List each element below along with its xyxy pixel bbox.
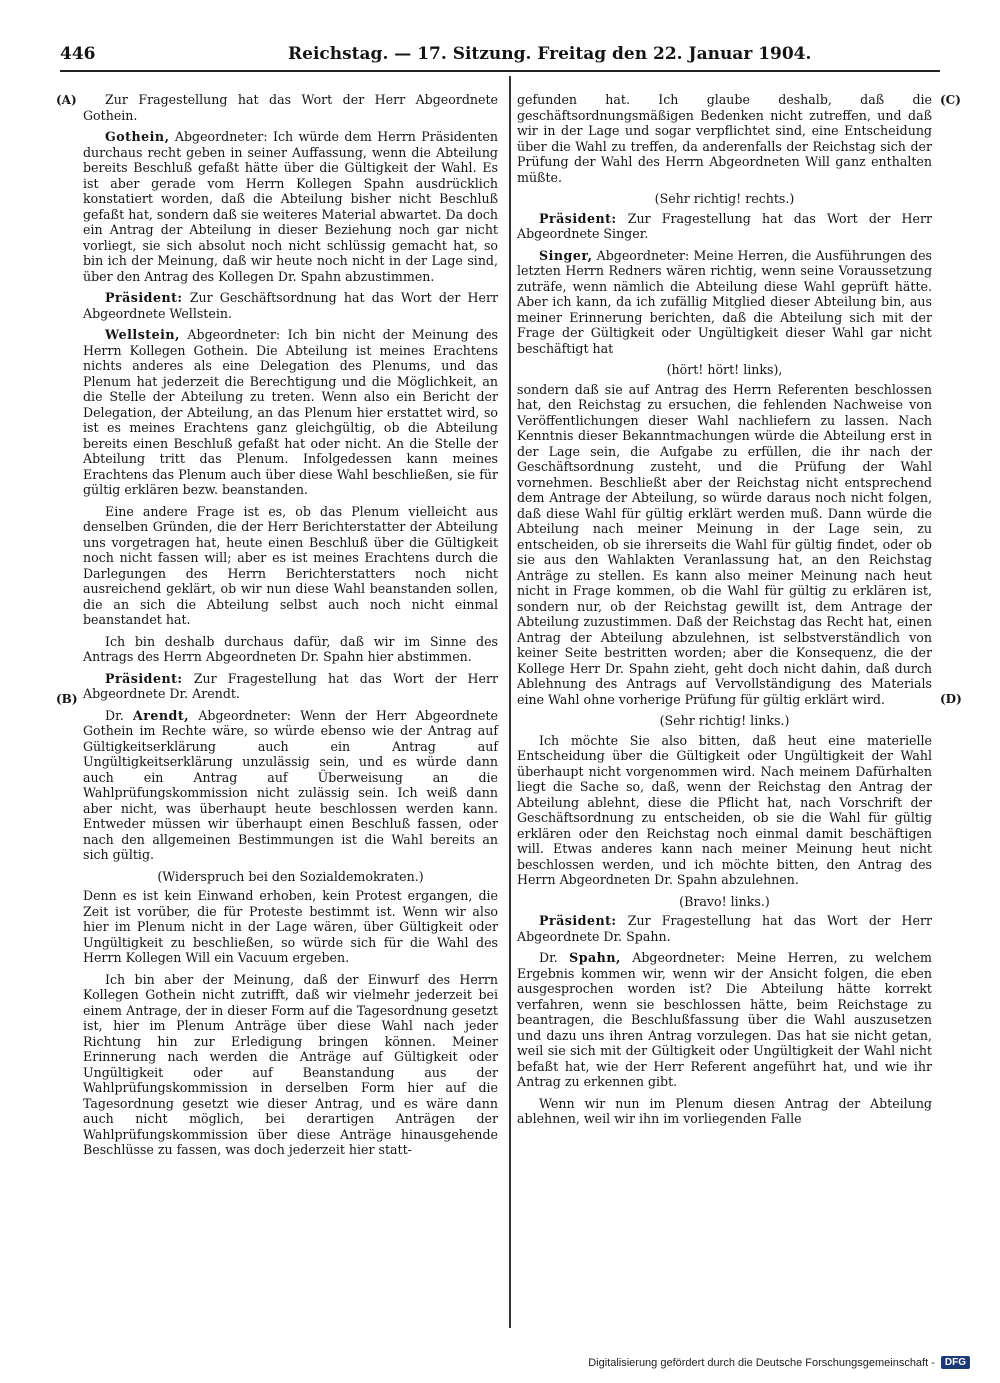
speech-spahn: Dr. Spahn, Abgeordneter: Meine Herren, zu welchem Ergebnis kommen wir, wenn wir der Ansicht folgen, die eben ausgesprochen worden ist? Die Abteilung hätte korrekt verfahren, wenn sie beschlossen hätte, beim Reichstage zu beantragen, die Beschlußfassung über die Wahl auszusetzen und dazu uns ihren Antrag vorzulegen. Das hat sie nicht getan, weil sie sich mit der Gültigkeit oder Ungültigkeit der Wahl nicht befaßt hat, wie der Herr Referent angeführt hat, und wie ihr Antrag zu erkennen gibt. xyxy=(517,950,932,1089)
speech-singer: Singer, Abgeordneter: Meine Herren, die Ausführungen des letzten Herrn Redners wären richtig, wenn seine Voraussetzung zuträfe, wenn nämlich die Abteilung diese Wahl geprüft hätte. Aber ich kann, da ich zufällig Mitglied dieser Abteilung bin, aus meiner Erinnerung berichten, daß die Abteilung sich mit der Frage der Gültigkeit oder Ungültigkeit dieser Wahl gar nicht beschäftigt hat xyxy=(517,247,932,356)
right-column xyxy=(517,92,932,1133)
paragraph: Ich bin deshalb durchaus dafür, daß wir im Sinne des Antrags des Herrn Abgeordneten Dr. Spahn hier abstimmen. xyxy=(83,633,498,664)
speech-arendt: Dr. Arendt, Abgeordneter: Wenn der Herr Abgeordnete Gothein im Rechte wäre, so würde ebenso wie der Antrag auf Gültigkeitserklärung auch ein Antrag auf Ungültigkeitserklärung unzulässig sein, und es würde dann auch ein Antrag auf Überweisung an die Wahlprüfungskommission nicht zulässig sein. Ich weiß dann aber nicht, was überhaupt heute beschlossen werden kann. Entweder müssen wir überhaupt einen Beschluß fassen, oder nach den allgemeinen Bestimmungen ist die Wahl bereits an sich gültig. xyxy=(83,707,498,862)
speaker-name: Gothein, xyxy=(105,129,170,144)
speaker-name: Präsident: xyxy=(105,670,183,686)
speaker-name: Präsident: xyxy=(105,290,183,305)
speaker-name: Spahn, xyxy=(569,950,621,965)
paragraph: Ich bin aber der Meinung, daß der Einwurf des Herrn Kollegen Gothein nicht zutrifft, daß wir vielmehr jederzeit bei einem Antrage, der in dieser Form auf die Tagesordnung gesetzt ist, hier im Plenum Anträge über diese Wahl nach jeder Richtung hin zur Erledigung bringen können. Meiner Erinnerung nach werden die Anträge auf Gültigkeit oder Ungültigkeit oder auf Beanstandung aus der Wahlprüfungskommission in derselben Form hier auf die Tagesordnung gesetzt wie dieser Antrag, und es wäre dann auch nicht möglich, bei derartigen Anträgen der Wahlprüfungskommission über diese Anträge hinausgehende Beschlüsse zu fassen, was doch jederzeit hier statt- xyxy=(83,971,498,1157)
margin-mark-c: (C) xyxy=(940,93,961,107)
running-title: Reichstag. — 17. Sitzung. Freitag den 22. Januar 1904. xyxy=(288,44,812,64)
margin-mark-d: (D) xyxy=(940,692,962,706)
paragraph: Zur Fragestellung hat das Wort der Herr Abgeordnete Gothein. xyxy=(83,92,498,123)
speech-president: Präsident: Zur Fragestellung hat das Wort der Herr Abgeordnete Singer. xyxy=(517,210,932,241)
digitization-footer xyxy=(588,1356,970,1369)
paragraph: Eine andere Frage ist es, ob das Plenum vielleicht aus denselben Gründen, die der Herr Berichterstatter der Abteilung uns vorgetragen hat, heute einen Beschluß über die Gültigkeit noch nicht fassen will; aber es ist meines Erachtens durch die Darlegungen des Herrn Berichterstatters noch nicht ausreichend geklärt, ob wir nun diese Wahl beanstanden sollen, die an sich die Abteilung selbst auch noch nicht einmal beanstandet hat. xyxy=(83,503,498,627)
speaker-name: Präsident: xyxy=(539,913,617,928)
interjection: (Widerspruch bei den Sozialdemokraten.) xyxy=(157,868,424,884)
speech-wellstein: Wellstein, Abgeordneter: Ich bin nicht der Meinung des Herrn Kollegen Gothein. Die Abteilung ist meines Erachtens nichts anderes als eine Delegation des Plenums, und das Plenum hat jederzeit die Berechtigung und die Möglichkeit, an die Stelle der Abteilung zu treten. Wenn also ein Bericht der Delegation, der Abteilung, an das Plenum hier erstattet wird, so ist es meines Erachtens ganz gleichgültig, ob die Abteilung bereits einen Beschluß gefaßt hat oder nicht. An die Stelle der Abteilung tritt das Plenum. Infolgedessen kann meines Erachtens das Plenum auch über diese Wahl beschließen, sie für gültig erklären bezw. beanstanden. xyxy=(83,327,498,497)
header-rule xyxy=(60,70,940,72)
page-header xyxy=(60,44,940,70)
left-column xyxy=(83,92,498,1164)
dfg-logo: DFG xyxy=(941,1356,970,1369)
footer-text: Digitalisierung gefördert durch die Deutsche Forschungsgemeinschaft - xyxy=(588,1356,935,1369)
speech-gothein: Gothein, Abgeordneter: Ich würde dem Herrn Präsidenten durchaus recht geben in seiner Auffassung, wenn die Abteilung bereits Beschluß gefaßt hätte über die Gültigkeit der Wahl. Es ist aber gerade vom Herrn Kollegen Spahn ausdrücklich konstatiert worden, daß die Abteilung bisher nicht Beschluß gefaßt hat, sondern daß sie weiteres Material abwartet. Da doch ein Antrag der Abteilung in dieser Beziehung noch gar nicht vorliegt, sie sich absolut noch nicht schlüssig gemacht hat, so bin ich der Meinung, daß wir heute noch nicht in der Lage sind, über den Antrag des Kollegen Dr. Spahn abzustimmen. xyxy=(83,129,498,284)
speech-president: Präsident: Zur Geschäftsordnung hat das Wort der Herr Abgeordnete Wellstein. xyxy=(83,290,498,321)
paragraph: Denn es ist kein Einwand erhoben, kein Protest ergangen, die Zeit ist vorüber, die für Proteste bestimmt ist. Wenn wir also hier im Plenum nicht in der Lage wären, über Gültigkeit oder Ungültigkeit zu beschließen, so würde sich für die Wahl des Herrn Kollegen Will ein Vacuum ergeben. xyxy=(83,888,498,965)
paragraph: gefunden hat. Ich glaube deshalb, daß die geschäftsordnungsmäßigen Bedenken nicht zutreffen, und daß wir in der Lage und sogar verpflichtet sind, eine Entscheidung über die Wahl zu treffen, da anderenfalls der Reichstag sich der Prüfung der Wahl des Herrn Abgeordneten Will ganz enthalten müßte. xyxy=(517,92,932,185)
column-divider xyxy=(509,76,511,1328)
speech-president: Präsident: Zur Fragestellung hat das Wort der Herr Abgeordnete Dr. Arendt. xyxy=(83,670,498,701)
speaker-name: Wellstein, xyxy=(105,327,180,342)
interjection: (Sehr richtig! rechts.) xyxy=(654,191,795,206)
page-number: 446 xyxy=(60,44,96,64)
paragraph: Wenn wir nun im Plenum diesen Antrag der Abteilung ablehnen, weil wir ihn im vorliegenden Falle xyxy=(517,1095,932,1126)
interjection: (Sehr richtig! links.) xyxy=(659,713,790,728)
margin-mark-b: (B) xyxy=(56,692,78,706)
speech-president: Präsident: Zur Fragestellung hat das Wort der Herr Abgeordnete Dr. Spahn. xyxy=(517,913,932,944)
paragraph: Ich möchte Sie also bitten, daß heut eine materielle Entscheidung über die Gültigkeit oder Ungültigkeit der Wahl überhaupt nicht vorgenommen wird. Nach meinem Dafürhalten liegt die Sache so, daß, wenn der Reichstag den Antrag der Abteilung ablehnt, diese die Pflicht hat, nach Vorschrift der Geschäftsordnung zu entscheiden, ob sie die Wahl für gültig erklären oder den Reichstag noch einmal damit beschäftigen will. Etwas anderes kann nach meiner Meinung heut nicht beschlossen werden, und ich möchte bitten, den Antrag des Herrn Abgeordneten Dr. Spahn abzulehnen. xyxy=(517,732,932,887)
interjection: (hört! hört! links), xyxy=(666,362,783,377)
speaker-name: Arendt, xyxy=(132,707,190,723)
interjection: (Bravo! links.) xyxy=(679,893,770,909)
paragraph: sondern daß sie auf Antrag des Herrn Referenten beschlossen hat, den Reichstag zu ersuchen, die fehlenden Nachweise von Veröffentlichungen dieser Wahl nachliefern zu lassen. Nach Kenntnis dieser Bekanntmachungen würde die Abteilung erst in der Lage sein, die Aufgabe zu erfüllen, die ihr nach der Geschäftsordnung zusteht, und die Prüfung der Wahl vornehmen. Beschließt aber der Reichstag nicht entsprechend dem Antrage der Abteilung, so würde daraus noch nicht folgen, daß diese Wahl für gültig erklärt werden muß. Dann würde die Abteilung nach meiner Meinung in der Lage sein, zu entscheiden, ob sie ihrerseits die Wahl für gültig findet, oder ob sie aus den Wahlakten Veranlassung hat, an den Reichstag Anträge zu stellen. Es kann also meiner Meinung nach heut nicht in Frage kommen, ob die Wahl für gültig zu erklären ist, sondern nur, ob der Reichstag gewillt ist, dem Antrage der Abteilung zuzustimmen. Daß der Reichstag das Recht hat, einen Antrag der Abteilung abzulehnen, ist selbstverständlich von keiner Seite bestritten worden; aber die Konsequenz, die der Kollege Herr Dr. Spahn zieht, geht doch nicht dahin, daß durch Ablehnung des Antrags auf Vervollständigung des Materials eine Wahl ohne vorherige Prüfung für gültig erklärt wird. xyxy=(517,381,932,707)
margin-mark-a: (A) xyxy=(56,93,77,107)
speaker-name: Präsident: xyxy=(539,210,617,226)
speaker-name: Singer, xyxy=(539,247,593,263)
